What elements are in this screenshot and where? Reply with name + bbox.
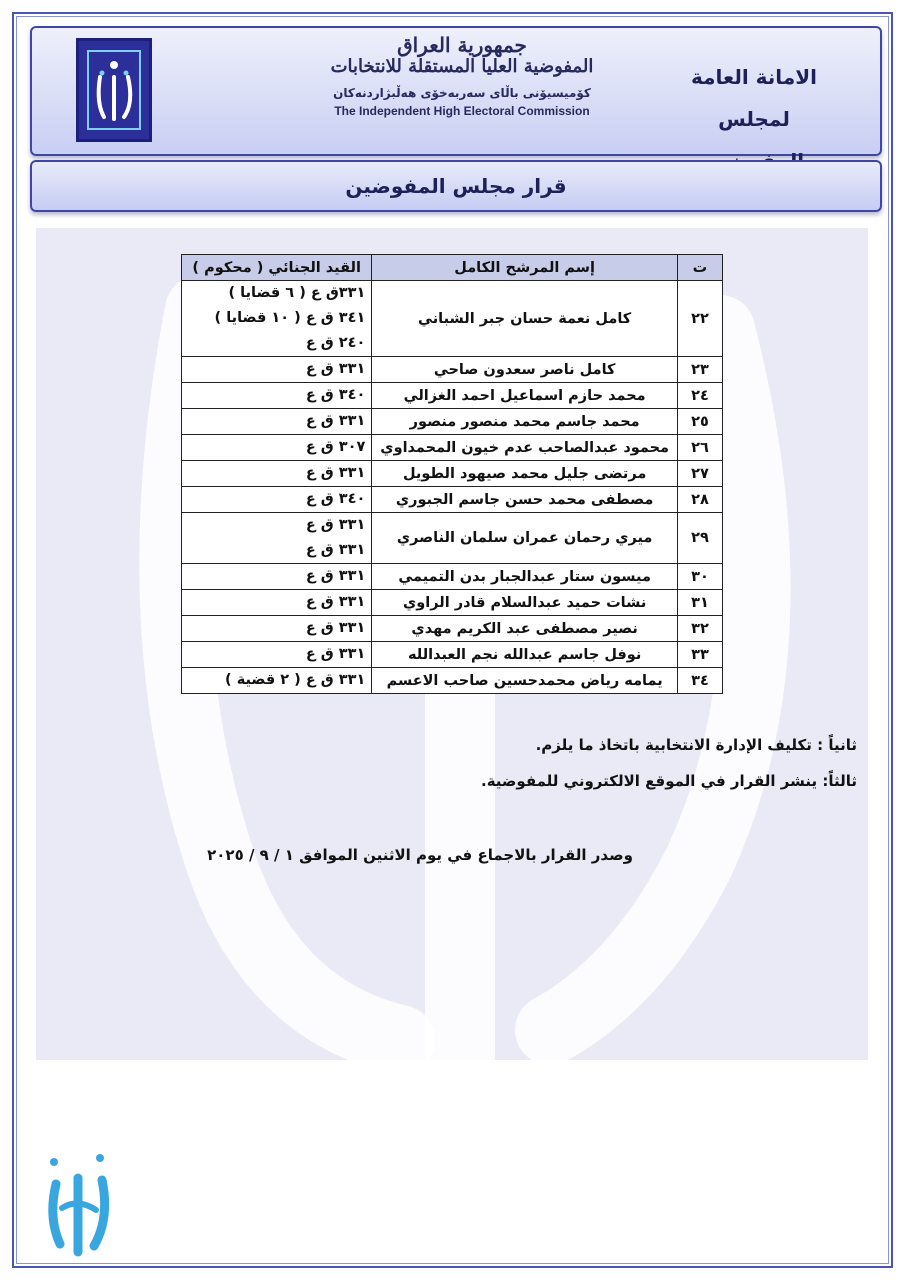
org-name-english: The Independent High Electoral Commission <box>334 104 590 118</box>
row-number: ٢٦ <box>677 435 722 461</box>
candidate-name: نشات حميد عبدالسلام قادر الراوي <box>372 590 678 616</box>
decision-third: ثالثاً: ينشر القرار في الموقع الالكتروني للمفوضية. <box>481 772 857 790</box>
table-row <box>182 357 723 383</box>
record-line: ٣٣١ ق ع <box>305 413 366 429</box>
table-row <box>182 487 723 513</box>
candidate-name: نصير مصطفى عبد الكريم مهدي <box>372 616 678 642</box>
table-row <box>182 513 723 564</box>
row-number: ٢٨ <box>677 487 722 513</box>
header-name: إسم المرشح الكامل <box>372 255 678 281</box>
candidate-name: نوفل جاسم عبدالله نجم العبدالله <box>372 642 678 668</box>
table-row <box>182 435 723 461</box>
header-num: ت <box>677 255 722 281</box>
criminal-record <box>182 513 372 564</box>
criminal-record <box>182 409 372 435</box>
row-number: ٣٤ <box>677 668 722 694</box>
decision-second: ثانياً : تكليف الإدارة الانتخابية باتخاذ ما يلزم. <box>535 736 857 754</box>
criminal-record <box>182 281 372 357</box>
row-number: ٣٢ <box>677 616 722 642</box>
org-name-kurdish: كۆمیسیۆنی باڵای سەربەخۆی هەڵبژاردنەکان <box>333 86 591 100</box>
table-row <box>182 409 723 435</box>
table-row <box>182 590 723 616</box>
table-body <box>182 281 723 694</box>
row-number: ٢٣ <box>677 357 722 383</box>
secretariat-line2: لمجلس <box>718 107 790 131</box>
record-line: ٣٣١ ق ع <box>305 646 366 662</box>
criminal-record <box>182 590 372 616</box>
record-line: ٣٠٧ ق ع <box>305 439 366 455</box>
candidate-name: محمود عبدالصاحب عدم خيون المحمداوي <box>372 435 678 461</box>
decision-title-bar <box>30 160 882 212</box>
row-number: ٣١ <box>677 590 722 616</box>
criminal-record <box>182 383 372 409</box>
row-number: ٣٣ <box>677 642 722 668</box>
record-line: ٣٣١ ق ع <box>305 542 366 558</box>
record-line: ٢٤٠ ق ع <box>305 335 366 351</box>
table-row <box>182 281 723 357</box>
table-header-row <box>182 255 723 281</box>
record-line: ٣٣١ ق ع <box>305 361 366 377</box>
row-number: ٢٩ <box>677 513 722 564</box>
header-record: القيد الجنائي ( محكوم ) <box>182 255 372 281</box>
table-row <box>182 461 723 487</box>
record-line: ٣٤٠ ق ع <box>305 491 366 507</box>
record-line: ٣٣١ ق ع ( ٢ قضية ) <box>225 672 366 688</box>
issued-statement: وصدر القرار بالاجماع في يوم الاثنين الموافق ١ / ٩ / ٢٠٢٥ <box>207 846 633 864</box>
row-number: ٣٠ <box>677 564 722 590</box>
row-number: ٢٧ <box>677 461 722 487</box>
candidate-name: كامل ناصر سعدون صاحي <box>372 357 678 383</box>
org-name-ar-line1: جمهورية العراق <box>397 33 527 57</box>
table-row <box>182 616 723 642</box>
candidate-name: ميري رحمان عمران سلمان الناصري <box>372 513 678 564</box>
candidate-name: مصطفى محمد حسن جاسم الجبوري <box>372 487 678 513</box>
criminal-record <box>182 487 372 513</box>
organization-name <box>312 34 612 154</box>
record-line: ٣٤٠ ق ع <box>305 387 366 403</box>
row-number: ٢٤ <box>677 383 722 409</box>
table-row <box>182 383 723 409</box>
decision-title: قرار مجلس المفوضين <box>345 174 567 198</box>
table-row <box>182 564 723 590</box>
table-row <box>182 668 723 694</box>
document-header <box>30 26 882 156</box>
record-line: ٣٣١ ق ع <box>305 517 366 533</box>
ihec-logo-icon <box>84 47 144 133</box>
record-line: ٣٣١ق ع ( ٦ قضايا ) <box>228 285 366 301</box>
candidate-name: مرتضى جليل محمد صيهود الطويل <box>372 461 678 487</box>
criminal-record <box>182 357 372 383</box>
row-number: ٢٢ <box>677 281 722 357</box>
candidate-name: ميسون ستار عبدالجبار بدن التميمي <box>372 564 678 590</box>
candidate-name: يمامه رياض محمدحسين صاحب الاعسم <box>372 668 678 694</box>
criminal-record <box>182 435 372 461</box>
row-number: ٢٥ <box>677 409 722 435</box>
criminal-record <box>182 642 372 668</box>
candidates-table <box>181 254 723 694</box>
footer-logo-icon <box>44 1148 114 1260</box>
criminal-record <box>182 461 372 487</box>
criminal-record <box>182 668 372 694</box>
record-line: ٣٣١ ق ع <box>305 620 366 636</box>
candidate-name: محمد جاسم محمد منصور منصور <box>372 409 678 435</box>
criminal-record <box>182 616 372 642</box>
record-line: ٣٣١ ق ع <box>305 465 366 481</box>
record-line: ٣٣١ ق ع <box>305 594 366 610</box>
candidate-name: كامل نعمة حسان جبر الشباني <box>372 281 678 357</box>
candidate-name: محمد حازم اسماعيل احمد الغزالي <box>372 383 678 409</box>
ihec-logo <box>76 38 152 142</box>
secretariat-line1: الامانة العامة <box>691 65 817 89</box>
decisions-block <box>157 736 857 808</box>
record-line: ٣٣١ ق ع <box>305 568 366 584</box>
record-line: ٣٤١ ق ع ( ١٠ قضايا ) <box>214 310 366 326</box>
table-row <box>182 642 723 668</box>
org-name-ar-line2: المفوضية العليا المستقلة للانتخابات <box>330 56 594 77</box>
criminal-record <box>182 564 372 590</box>
